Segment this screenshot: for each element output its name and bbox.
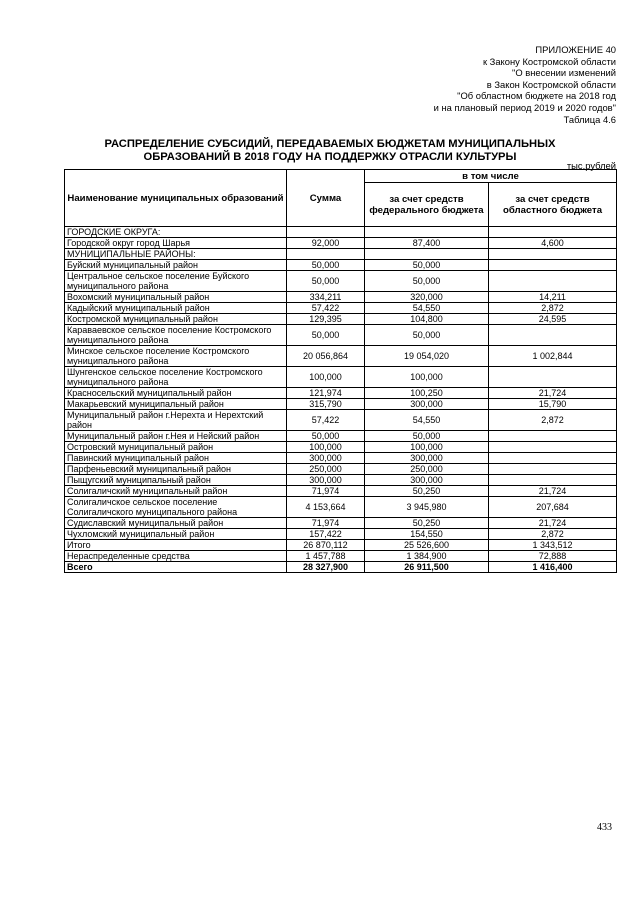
cell-name: Минское сельское поселение Костромского муниципального района <box>65 346 287 367</box>
cell-sum: 315,790 <box>287 399 365 410</box>
cell-federal: 50,250 <box>365 518 489 529</box>
cell-regional: 21,724 <box>489 388 617 399</box>
appendix-header <box>316 44 616 125</box>
table-row <box>65 238 617 249</box>
table-row <box>65 442 617 453</box>
header-regional: за счет средств областного бюджета <box>489 183 617 227</box>
cell-federal: 104,800 <box>365 314 489 325</box>
cell-regional <box>489 464 617 475</box>
cell-sum: 157,422 <box>287 529 365 540</box>
table-row <box>65 303 617 314</box>
cell-federal: 19 054,020 <box>365 346 489 367</box>
cell-federal: 3 945,980 <box>365 497 489 518</box>
cell-name: Костромской муниципальный район <box>65 314 287 325</box>
cell-sum: 92,000 <box>287 238 365 249</box>
table-row <box>65 325 617 346</box>
cell-regional: 14,211 <box>489 292 617 303</box>
appendix-line: "О внесении изменений <box>512 67 616 79</box>
cell-federal: 50,000 <box>365 260 489 271</box>
table-row <box>65 486 617 497</box>
header-sum: Сумма <box>287 170 365 227</box>
cell-sum: 50,000 <box>287 325 365 346</box>
cell-sum: 57,422 <box>287 303 365 314</box>
cell-name: Буйский муниципальный район <box>65 260 287 271</box>
cell-sum: 57,422 <box>287 410 365 431</box>
cell-name: Красносельский муниципальный район <box>65 388 287 399</box>
cell-sum: 1 457,788 <box>287 551 365 562</box>
cell-name: Муниципальный район г.Нерехта и Нерехтский район <box>65 410 287 431</box>
cell-federal: 300,000 <box>365 453 489 464</box>
cell-federal: 50,000 <box>365 271 489 292</box>
header-including: в том числе <box>365 170 617 183</box>
cell-sum: 300,000 <box>287 453 365 464</box>
cell-regional <box>489 431 617 442</box>
cell-regional: 15,790 <box>489 399 617 410</box>
cell-federal: 50,250 <box>365 486 489 497</box>
page-number: 433 <box>597 822 612 833</box>
cell-name: Всего <box>65 562 287 573</box>
cell-federal: 300,000 <box>365 399 489 410</box>
cell-name: Парфеньевский муниципальный район <box>65 464 287 475</box>
cell-sum: 100,000 <box>287 442 365 453</box>
cell-federal: 250,000 <box>365 464 489 475</box>
cell-name: Пыщугский муниципальный район <box>65 475 287 486</box>
cell-sum <box>287 227 365 238</box>
cell-federal: 100,000 <box>365 442 489 453</box>
cell-name: ГОРОДСКИЕ ОКРУГА: <box>65 227 287 238</box>
cell-regional <box>489 271 617 292</box>
cell-name: Шунгенское сельское поселение Костромского муниципального района <box>65 367 287 388</box>
cell-federal: 100,250 <box>365 388 489 399</box>
cell-regional: 1 002,844 <box>489 346 617 367</box>
cell-sum: 71,974 <box>287 486 365 497</box>
cell-name: Нераспределенные средства <box>65 551 287 562</box>
cell-regional: 24,595 <box>489 314 617 325</box>
cell-name: Итого <box>65 540 287 551</box>
cell-federal: 54,550 <box>365 410 489 431</box>
cell-sum: 28 327,900 <box>287 562 365 573</box>
cell-regional <box>489 453 617 464</box>
table-row <box>65 314 617 325</box>
cell-name: Судиславский муниципальный район <box>65 518 287 529</box>
cell-federal: 50,000 <box>365 325 489 346</box>
cell-sum: 50,000 <box>287 271 365 292</box>
cell-sum: 50,000 <box>287 260 365 271</box>
cell-regional: 2,872 <box>489 529 617 540</box>
cell-federal: 54,550 <box>365 303 489 314</box>
cell-name: Павинский муниципальный район <box>65 453 287 464</box>
cell-name: Муниципальный район г.Нея и Нейский район <box>65 431 287 442</box>
table-row <box>65 540 617 551</box>
cell-regional <box>489 249 617 260</box>
cell-regional: 2,872 <box>489 303 617 314</box>
cell-regional <box>489 260 617 271</box>
cell-sum: 4 153,664 <box>287 497 365 518</box>
cell-regional <box>489 227 617 238</box>
cell-regional: 4,600 <box>489 238 617 249</box>
cell-regional <box>489 475 617 486</box>
cell-federal: 100,000 <box>365 367 489 388</box>
table-row <box>65 227 617 238</box>
cell-name: Макарьевский муниципальный район <box>65 399 287 410</box>
cell-regional: 2,872 <box>489 410 617 431</box>
header-name: Наименование муниципальных образований <box>65 170 287 227</box>
table-row <box>65 529 617 540</box>
cell-sum: 334,211 <box>287 292 365 303</box>
cell-name: Чухломский муниципальный район <box>65 529 287 540</box>
cell-regional: 207,684 <box>489 497 617 518</box>
cell-federal <box>365 227 489 238</box>
table-number: Таблица 4.6 <box>563 113 616 125</box>
cell-federal: 300,000 <box>365 475 489 486</box>
cell-name: Островский муниципальный район <box>65 442 287 453</box>
cell-federal: 154,550 <box>365 529 489 540</box>
cell-sum: 250,000 <box>287 464 365 475</box>
cell-sum: 71,974 <box>287 518 365 529</box>
cell-federal: 1 384,900 <box>365 551 489 562</box>
cell-regional: 21,724 <box>489 486 617 497</box>
table-row <box>65 475 617 486</box>
cell-regional <box>489 325 617 346</box>
units-label: тыс.рублей <box>566 160 616 171</box>
cell-federal: 26 911,500 <box>365 562 489 573</box>
table-row <box>65 464 617 475</box>
cell-sum: 100,000 <box>287 367 365 388</box>
cell-name: Вохомский муниципальный район <box>65 292 287 303</box>
cell-sum: 300,000 <box>287 475 365 486</box>
cell-sum: 129,395 <box>287 314 365 325</box>
table-row <box>65 367 617 388</box>
cell-federal <box>365 249 489 260</box>
appendix-line: и на плановый период 2019 и 2020 годов" <box>433 101 616 113</box>
table-row <box>65 249 617 260</box>
subsidy-table <box>64 169 617 573</box>
table-row <box>65 271 617 292</box>
table-row <box>65 562 617 573</box>
cell-name: Городской округ город Шарья <box>65 238 287 249</box>
cell-regional <box>489 367 617 388</box>
table-row <box>65 453 617 464</box>
cell-name: Центральное сельское поселение Буйского муниципального района <box>65 271 287 292</box>
appendix-line: ПРИЛОЖЕНИЕ 40 <box>535 44 616 55</box>
appendix-line: к Закону Костромской области <box>482 55 616 67</box>
cell-name: Солигаличский муниципальный район <box>65 486 287 497</box>
cell-sum: 50,000 <box>287 431 365 442</box>
cell-sum: 20 056,864 <box>287 346 365 367</box>
table-row <box>65 497 617 518</box>
cell-federal: 320,000 <box>365 292 489 303</box>
cell-sum <box>287 249 365 260</box>
cell-regional <box>489 442 617 453</box>
header-federal: за счет средств федерального бюджета <box>365 183 489 227</box>
table-row <box>65 551 617 562</box>
cell-regional: 1 343,512 <box>489 540 617 551</box>
cell-regional: 1 416,400 <box>489 562 617 573</box>
table-row <box>65 292 617 303</box>
cell-sum: 26 870,112 <box>287 540 365 551</box>
document-title: РАСПРЕДЕЛЕНИЕ СУБСИДИЙ, ПЕРЕДАВАЕМЫХ БЮДЖЕТАМ МУНИЦИПАЛЬНЫХ ОБРАЗОВАНИЙ В 2018 ГОДУ НА ПОДДЕРЖКУ ОТРАСЛИ КУЛЬТУРЫ <box>104 138 556 163</box>
table-row <box>65 346 617 367</box>
table-row <box>65 399 617 410</box>
table-row <box>65 518 617 529</box>
table-row <box>65 388 617 399</box>
table-body <box>65 227 617 573</box>
table-row <box>65 431 617 442</box>
cell-name: Солигаличское сельское поселение Солигаличского муниципального района <box>65 497 287 518</box>
appendix-line: "Об областном бюджете на 2018 год <box>457 90 616 102</box>
cell-federal: 50,000 <box>365 431 489 442</box>
appendix-line: в Закон Костромской области <box>486 78 616 90</box>
table-row <box>65 260 617 271</box>
table-row <box>65 410 617 431</box>
cell-regional: 72,888 <box>489 551 617 562</box>
cell-federal: 25 526,600 <box>365 540 489 551</box>
cell-federal: 87,400 <box>365 238 489 249</box>
cell-name: Караваевское сельское поселение Костромского муниципального района <box>65 325 287 346</box>
cell-sum: 121,974 <box>287 388 365 399</box>
cell-name: Кадыйский муниципальный район <box>65 303 287 314</box>
cell-regional: 21,724 <box>489 518 617 529</box>
cell-name: МУНИЦИПАЛЬНЫЕ РАЙОНЫ: <box>65 249 287 260</box>
